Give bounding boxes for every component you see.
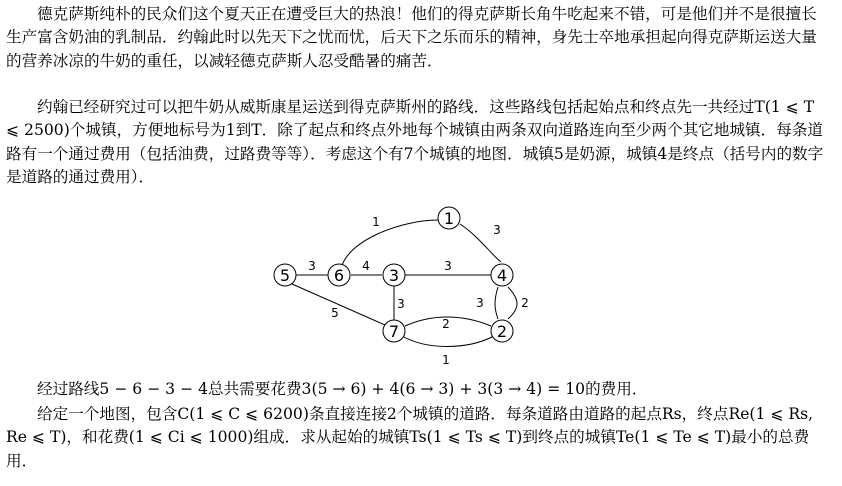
edge-cost-5-6: 3	[308, 259, 316, 273]
svg-text:5: 5	[279, 266, 291, 285]
edge-cost-3-7: 3	[397, 297, 405, 311]
edge-cost-3-4: 3	[444, 259, 452, 273]
town-node-2	[491, 320, 513, 342]
town-node-3	[383, 264, 405, 286]
edge-6-1	[341, 220, 438, 269]
edge-cost-7-2-upper: 2	[442, 317, 450, 331]
paragraph-example-cost: 经过路线5 − 6 − 3 − 4总共需要花费3(5 → 6) + 4(6 → 3) + 3(3 → 4) = 10的费用．	[37, 380, 648, 398]
edge-cost-6-3: 4	[362, 259, 370, 273]
town-node-6	[328, 264, 350, 286]
edge-cost-4-2-outer: 2	[521, 296, 529, 310]
paragraph-intro: 德克萨斯纯朴的民众们这个夏天正在遭受巨大的热浪！他们的得克萨斯长角牛吃起来不错，可是他们并不是很擅长生产富含奶油的乳制品．约翰此时以先天下之忧而忧，后天下之乐而乐的精神，身先士卒地承担起向得克萨斯运送大量的营养冰凉的牛奶的重任，以减轻德克萨斯人忍受酷暑的痛苦．	[6, 5, 817, 70]
edge-cost-6-1: 1	[372, 215, 380, 229]
town-map-diagram	[262, 200, 552, 370]
svg-text:4: 4	[496, 266, 508, 285]
svg-text:6: 6	[333, 266, 345, 285]
town-node-4	[491, 264, 513, 286]
town-node-1	[438, 207, 460, 229]
paragraph-task: 给定一个地图，包含C(1 ⩽ C ⩽ 6200)条直接连接2个城镇的道路．每条道路由道路的起点Rs，终点Re(1 ⩽ Rs, Re ⩽ T)，和花费(1 ⩽ Ci ⩽ 1000)组成．求从起始的城镇Ts(1 ⩽ Ts ⩽ T)到终点的城镇Te(1 ⩽ Te ⩽ T)最小的总费用．	[6, 405, 814, 470]
edge-7-2-lower	[402, 336, 494, 347]
svg-text:2: 2	[496, 322, 508, 341]
edge-cost-1-4: 3	[493, 223, 501, 237]
svg-text:3: 3	[388, 266, 400, 285]
town-node-5	[274, 264, 296, 286]
edge-4-2-outer	[508, 287, 517, 319]
edge-4-2-inner	[495, 287, 498, 319]
edge-cost-7-2-lower: 1	[442, 353, 450, 367]
edge-cost-5-7: 5	[331, 306, 339, 320]
edge-cost-4-2-inner: 3	[476, 296, 484, 310]
svg-text:7: 7	[388, 322, 400, 341]
svg-text:1: 1	[443, 209, 455, 228]
paragraph-routes: 约翰已经研究过可以把牛奶从威斯康星运送到得克萨斯州的路线．这些路线包括起始点和终点先一共经过T(1 ⩽ T ⩽ 2500)个城镇，方便地标号为1到T．除了起点和终点外地每个城镇由两条双向道路连向至少两个其它地城镇．每条道路有一个通过费用（包括油费，过路费等等）．考虑这个有7个城镇的地图．城镇5是奶源，城镇4是终点（括号内的数字是道路的通过费用）．	[6, 98, 824, 187]
town-node-7	[383, 320, 405, 342]
